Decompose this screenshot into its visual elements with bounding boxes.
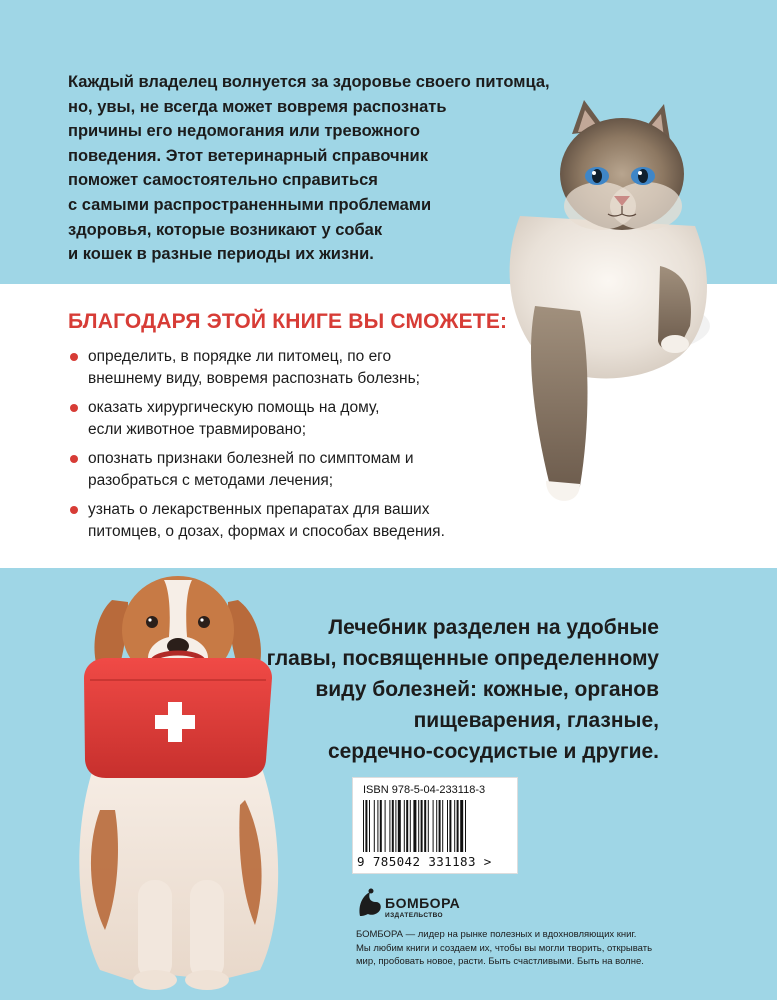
barcode-bar <box>406 800 408 852</box>
barcode-bar <box>436 800 437 852</box>
barcode-bar <box>421 800 423 852</box>
intro-line: но, увы, не всегда может вовремя распознать <box>68 97 447 116</box>
list-item-line: разобраться с методами лечения; <box>88 471 334 489</box>
barcode-bar <box>457 800 459 852</box>
barcode-bar <box>418 800 419 852</box>
barcode-digits: 9 785042 331183 > <box>357 854 492 869</box>
bullet-dot-icon <box>70 506 78 514</box>
barcode-bar <box>454 800 455 852</box>
bullet-dot-icon <box>70 404 78 412</box>
barcode-bar <box>410 800 411 852</box>
list-item-line: питомцев, о дозах, формах и способах введения. <box>88 522 445 540</box>
barcode-bar <box>365 800 367 852</box>
publisher-line: БОМБОРА — лидер на рынке полезных и вдохновляющих книг. <box>356 929 637 940</box>
intro-line: с самыми распространенными проблемами <box>68 195 432 214</box>
benefits-heading: БЛАГОДАРЯ ЭТОЙ КНИГЕ ВЫ СМОЖЕТЕ: <box>68 310 508 333</box>
list-item <box>68 499 488 542</box>
barcode-bar <box>424 800 426 852</box>
publisher-description <box>356 928 676 969</box>
cat-image <box>480 96 730 526</box>
bullet-dot-icon <box>70 455 78 463</box>
publisher-line: мир, пробовать новое, расти. Быть счастливыми. Быть на волне. <box>356 956 644 967</box>
barcode-bars <box>363 800 507 852</box>
list-item <box>68 397 488 440</box>
bullet-dot-icon <box>70 353 78 361</box>
intro-paragraph <box>68 70 550 267</box>
isbn-number: ISBN 978-5-04-233118-3 <box>363 784 486 796</box>
barcode-bar <box>404 800 405 852</box>
benefits-list <box>68 346 488 550</box>
intro-line: Каждый владелец волнуется за здоровье своего питомца, <box>68 73 550 91</box>
list-item-line: оказать хирургическую помощь на дому, <box>88 399 380 416</box>
barcode-bar <box>449 800 451 852</box>
list-item-line: внешнему виду, вовремя распознать болезнь; <box>88 369 420 387</box>
barcode-bar <box>385 800 386 852</box>
list-item <box>68 346 488 389</box>
isbn-barcode <box>352 777 518 874</box>
barcode-bar <box>380 800 382 852</box>
publisher-line: Мы любим книги и создаем их, чтобы вы могли творить, открывать <box>356 942 653 954</box>
barcode-bar <box>433 800 434 852</box>
barcode-bar <box>442 800 443 852</box>
list-item-line: если животное травмировано; <box>88 420 307 438</box>
barcode-bar <box>377 800 378 852</box>
barcode-bar <box>465 800 466 852</box>
list-item <box>68 448 488 491</box>
barcode-bar <box>389 800 390 852</box>
barcode-bar <box>395 800 396 852</box>
closing-line: сердечно-сосудистые и другие. <box>327 740 659 763</box>
intro-line: поведения. Этот ветеринарный справочник <box>68 146 428 165</box>
list-item-line: определить, в порядке ли питомец, по его <box>88 348 392 365</box>
closing-line: пищеварения, глазные, <box>413 709 659 732</box>
barcode-bar <box>439 800 441 852</box>
barcode-bar <box>413 800 416 852</box>
closing-line: Лечебник разделен на удобные <box>328 616 659 639</box>
closing-line: главы, посвященные определенному <box>266 647 659 670</box>
intro-line: поможет самостоятельно справиться <box>68 171 378 190</box>
closing-line: виду болезней: кожные, органов <box>315 678 659 701</box>
closing-paragraph <box>239 612 659 767</box>
barcode-bar <box>447 800 448 852</box>
barcode-bar <box>363 800 364 852</box>
barcode-bar <box>392 800 394 852</box>
publisher-name: БОМБОРА <box>385 895 461 911</box>
list-item-line: узнать о лекарственных препаратах для ваших <box>88 501 430 518</box>
intro-line: здоровья, которые возникают у собак <box>68 220 383 239</box>
list-item-line: опознать признаки болезней по симптомам и <box>88 450 414 467</box>
barcode-bar <box>428 800 429 852</box>
barcode-bar <box>398 800 401 852</box>
publisher-subtitle: ИЗДАТЕЛЬСТВО <box>385 912 444 919</box>
barcode-bar <box>374 800 375 852</box>
bombora-logo-icon <box>356 888 384 918</box>
intro-line: и кошек в разные периоды их жизни. <box>68 245 374 264</box>
intro-line: причины его недомогания или тревожного <box>68 122 420 141</box>
barcode-bar <box>460 800 463 852</box>
barcode-bar <box>369 800 370 852</box>
